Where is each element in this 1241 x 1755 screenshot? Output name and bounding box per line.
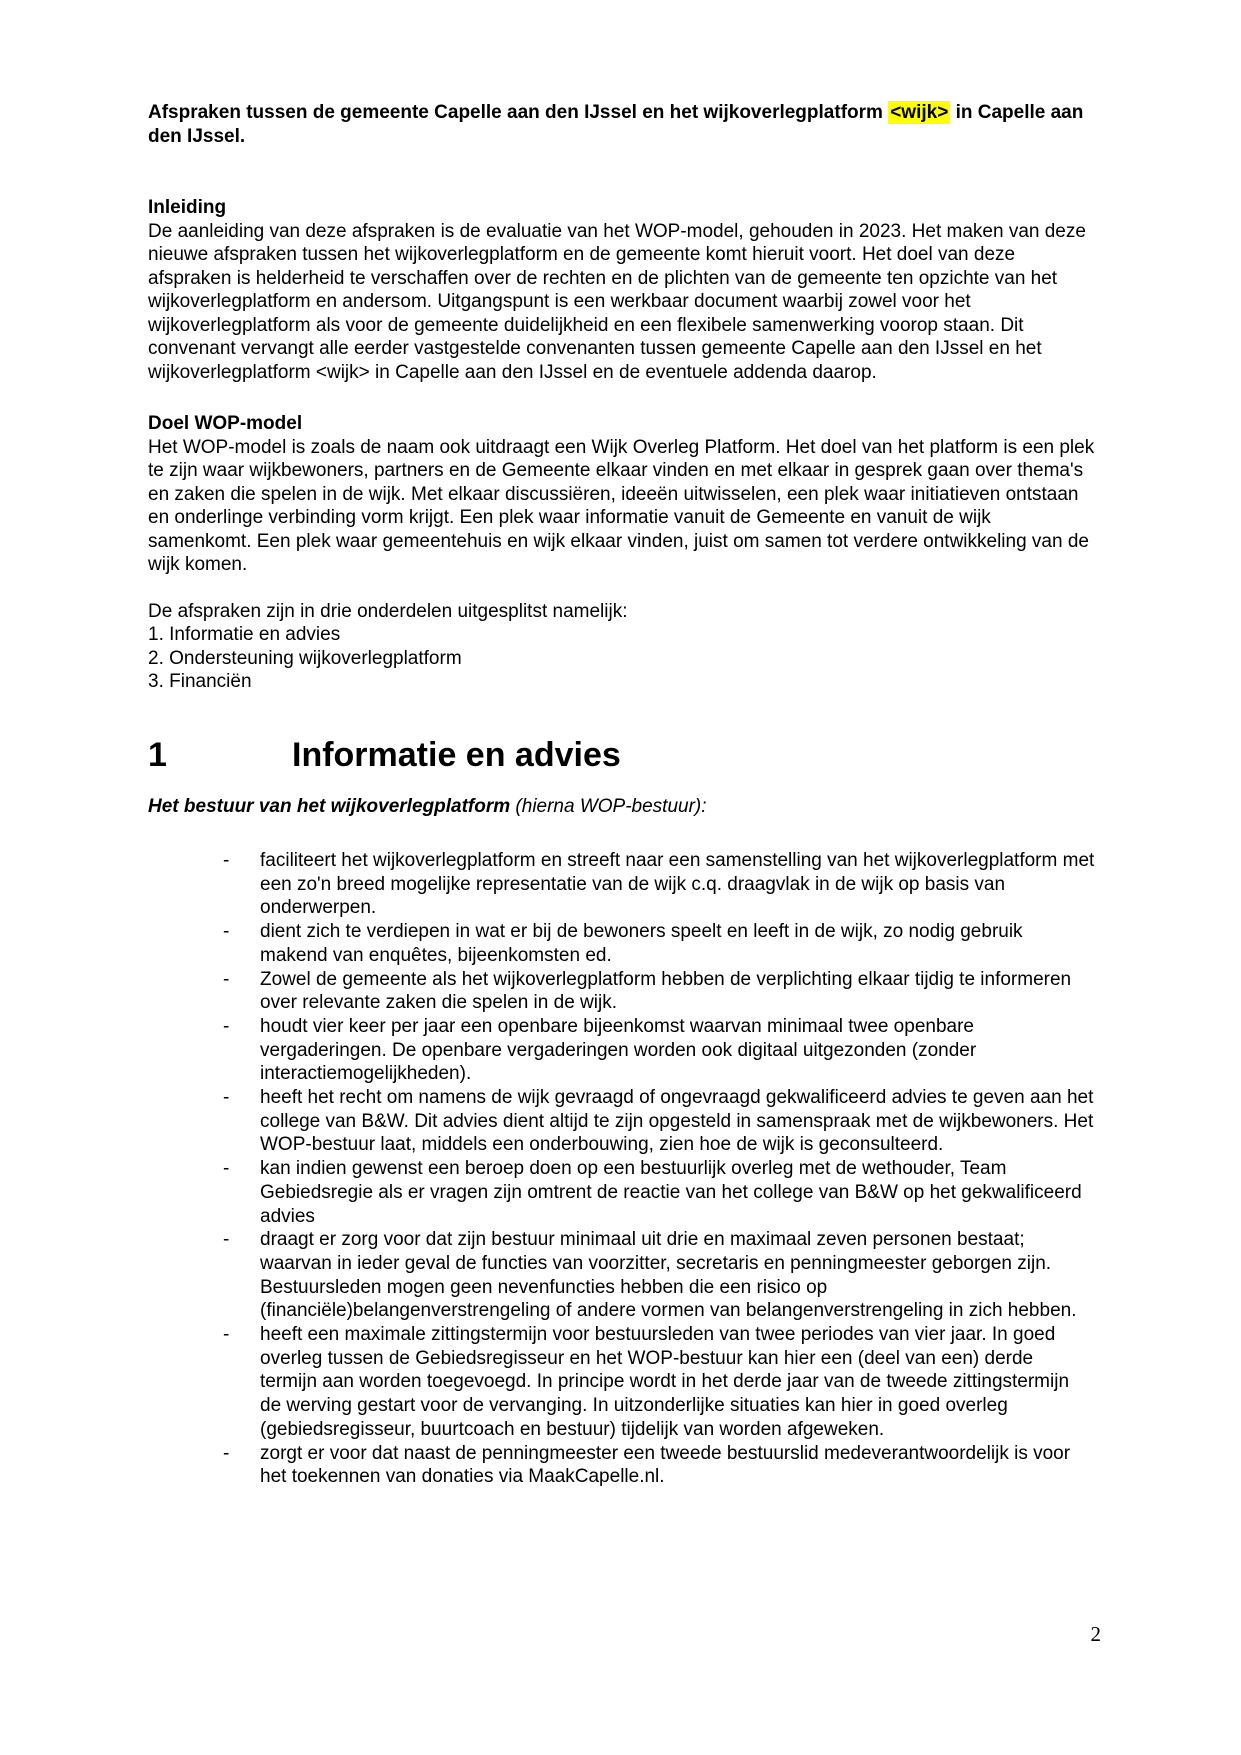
list-item-text: heeft een maximale zittingstermijn voor bestuursleden van twee periodes van vier jaar. In goed overleg tussen de Gebiedsregisseur en het WOP-bestuur kan hier een (deel van een) derde termijn aan worden toegevoegd. In principe wordt in het derde jaar van de tweede zittingstermijn de werving gestart voor de vervanging. In uitzonderlijke situaties kan hier in goed overleg (gebiedsregisseur, buurtcoach en bestuur) tijdelijk van worden afgeweken.: [260, 1324, 1070, 1440]
list-item: [223, 1442, 1095, 1489]
list-lead: [148, 795, 1095, 819]
list-item-text: zorgt er voor dat naast de penningmeester een tweede bestuurslid medeverantwoordelijk is voor het toekennen van donaties via MaakCapelle.nl.: [260, 1442, 1071, 1488]
list-item: [223, 1323, 1095, 1442]
list-item: [223, 1228, 1095, 1323]
list-item: [223, 849, 1095, 920]
split-intro-line: De afspraken zijn in drie onderdelen uitgesplitst namelijk:: [148, 600, 628, 622]
chapter-title: Informatie en advies: [292, 735, 621, 774]
dash-marker: -: [223, 1015, 230, 1037]
list-item-text: Zowel de gemeente als het wijkoverlegplatform hebben de verplichting elkaar tijdig te informeren over relevante zaken die spelen in de wijk.: [260, 968, 1072, 1014]
paragraph-inleiding: De aanleiding van deze afspraken is de evaluatie van het WOP-model, gehouden in 2023. Het maken van deze nieuwe afspraken tussen het wijkoverlegplatform en de gemeente komt hieruit voort. Het doel van deze afspraken is helderheid te verschaffen over de rechten en de plichten van de gemeente ten opzichte van het wijkoverlegplatform en andersom. Uitgangspunt is een werkbaar document waarbij zowel voor het wijkoverlegplatform als voor de gemeente duidelijkheid en een flexibele samenwerking voorop staan. Dit convenant vervangt alle eerder vastgestelde convenanten tussen gemeente Capelle aan den IJssel en het wijkoverlegplatform <wijk> in Capelle aan den IJssel en de eventuele addenda daarop.: [148, 220, 1086, 383]
section-heading-inleiding: Inleiding: [148, 197, 227, 218]
lead-bold-italic: Het bestuur van het wijkoverlegplatform: [148, 795, 511, 817]
wijk-placeholder-highlight: <wijk>: [890, 102, 949, 123]
dash-marker: -: [223, 1324, 230, 1346]
list-item-text: dient zich te verdiepen in wat er bij de bewoners speelt en leeft in de wijk, zo nodig gebruik makend van enquêtes, bijeenkomsten ed.: [260, 921, 1023, 966]
lead-italic-rest: (hierna WOP-bestuur):: [510, 795, 707, 817]
list-item: [223, 1157, 1095, 1228]
dash-marker: -: [223, 1158, 230, 1180]
split-item-3: 3. Financiën: [148, 671, 252, 692]
list-item-text: kan indien gewenst een beroep doen op een bestuurlijk overleg met de wethouder, Team Gebiedsregie als er vragen zijn omtrent de reactie van het college van B&W op het gekwalificeerd advies: [260, 1158, 1082, 1227]
list-item: [223, 1015, 1095, 1086]
title-text-before: Afspraken tussen de gemeente Capelle aan den IJssel en het wijkoverlegplatform: [148, 102, 889, 123]
document-title: [148, 101, 1095, 148]
list-item: [223, 968, 1095, 1015]
paragraph-doel-wop-model: Het WOP-model is zoals de naam ook uitdraagt een Wijk Overleg Platform. Het doel van het platform is een plek te zijn waar wijkbewoners, partners en de Gemeente elkaar vinden en met elkaar in gesprek gaan over thema's en zaken die spelen in de wijk. Met elkaar discussiëren, ideeën uitwisselen, een plek waar initiatieven ontstaan en onderlinge verbinding vorm krijgt. Een plek waar informatie vanuit de Gemeente en vanuit de wijk samenkomt. Een plek waar gemeentehuis en wijk elkaar vinden, juist om samen tot verdere ontwikkeling van de wijk komen.: [148, 436, 1095, 575]
split-item-2: 2. Ondersteuning wijkoverlegplatform: [148, 647, 462, 669]
title-text-after: in Capelle aan den IJssel.: [148, 102, 1084, 147]
list-item-text: faciliteert het wijkoverlegplatform en streeft naar een samenstelling van het wijkoverlegplatform met een zo'n breed mogelijke representatie van de wijk c.q. draagvlak in de wijk op basis van onderwerpen.: [260, 850, 1095, 919]
section-heading-doel-wop-model: Doel WOP-model: [148, 413, 303, 434]
list-item-text: houdt vier keer per jaar een openbare bijeenkomst waarvan minimaal twee openbare vergaderingen. De openbare vergaderingen worden ook digitaal uitgezonden (zonder interactiemogelijkheden).: [260, 1015, 977, 1085]
list-item: [223, 920, 1095, 967]
section-inleiding: [148, 196, 1095, 384]
chapter-number: 1: [148, 735, 167, 774]
dash-marker: -: [223, 921, 230, 943]
section-doel-wop-model: [148, 412, 1095, 577]
chapter-heading: [148, 735, 1095, 775]
dash-marker: -: [223, 1442, 230, 1464]
page-number: 2: [1090, 1622, 1101, 1646]
list-item-text: draagt er zorg voor dat zijn bestuur minimaal uit drie en maximaal zeven personen bestaat; waarvan in ieder geval de functies van voorzitter, secretaris en penningmeester geborgen zijn. Bestuursleden mogen geen nevenfuncties hebben die een risico op (financiële)belangenverstrengeling of andere vormen van belangenverstrengeling in zich hebben.: [260, 1229, 1077, 1322]
dash-marker: -: [223, 968, 230, 990]
list-item: [223, 1086, 1095, 1157]
split-item-1: 1. Informatie en advies: [148, 624, 341, 645]
dash-marker: -: [223, 1087, 230, 1109]
agreement-split-overview: [148, 600, 1095, 694]
dash-marker: -: [223, 1229, 230, 1251]
wop-bestuur-duties-list: [148, 849, 1095, 1489]
dash-marker: -: [223, 850, 230, 871]
list-item-text: heeft het recht om namens de wijk gevraagd of ongevraagd gekwalificeerd advies te geven aan het college van B&W. Dit advies dient altijd te zijn opgesteld in samenspraak met de wijkbewoners. Het WOP-bestuur laat, middels een onderbouwing, zien hoe de wijk is geconsulteerd.: [260, 1087, 1094, 1156]
